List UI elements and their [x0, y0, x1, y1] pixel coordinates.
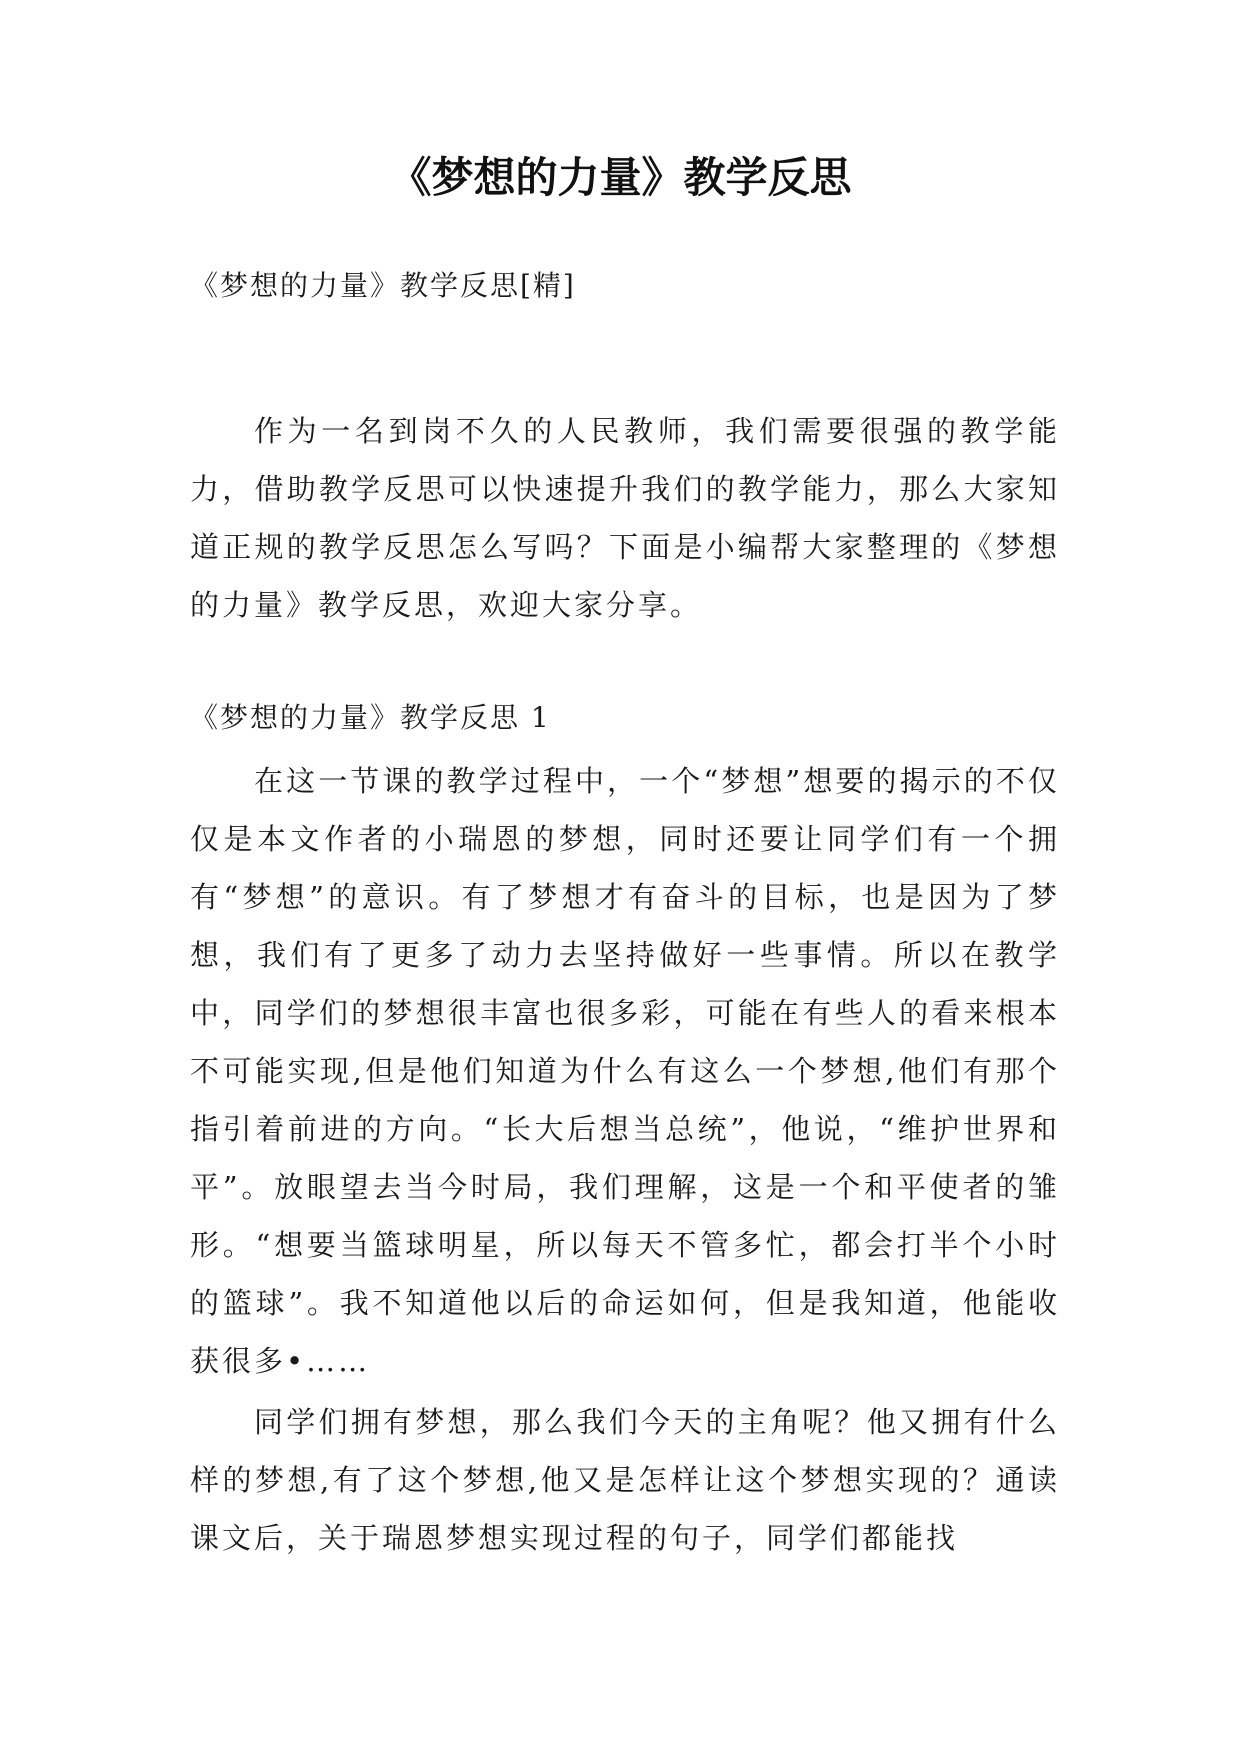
document-subtitle: 《梦想的力量》教学反思[精]: [190, 269, 576, 302]
intro-paragraph: 作为一名到岗不久的人民教师，我们需要很强的教学能力，借助教学反思可以快速提升我们的教学能力，那么大家知道正规的教学反思怎么写吗？下面是小编帮大家整理的《梦想的力量》教学反思，欢迎大家分享。: [190, 414, 1060, 622]
body-paragraph-2: 同学们拥有梦想，那么我们今天的主角呢？他又拥有什么样的梦想,有了这个梦想,他又是怎样让这个梦想实现的？通读课文后，关于瑞恩梦想实现过程的句子，同学们都能找: [190, 1405, 1060, 1555]
section-heading: 《梦想的力量》教学反思 1: [190, 701, 551, 734]
body-paragraph-1: 在这一节课的教学过程中，一个“梦想”想要的揭示的不仅仅是本文作者的小瑞恩的梦想，同时还要让同学们有一个拥有“梦想”的意识。有了梦想才有奋斗的目标，也是因为了梦想，我们有了更多了动力去坚持做好一些事情。所以在教学中，同学们的梦想很丰富也很多彩，可能在有些人的看来根本不可能实现,但是他们知道为什么有这么一个梦想,他们有那个指引着前进的方向。“长大后想当总统”，他说，“维护世界和平”。放眼望去当今时局，我们理解，这是一个和平使者的雏形。“想要当篮球明星，所以每天不管多忙，都会打半个小时的篮球”。我不知道他以后的命运如何，但是我知道，他能收获很多•……: [190, 764, 1060, 1378]
document-title: 《梦想的力量》教学反思: [389, 153, 852, 202]
